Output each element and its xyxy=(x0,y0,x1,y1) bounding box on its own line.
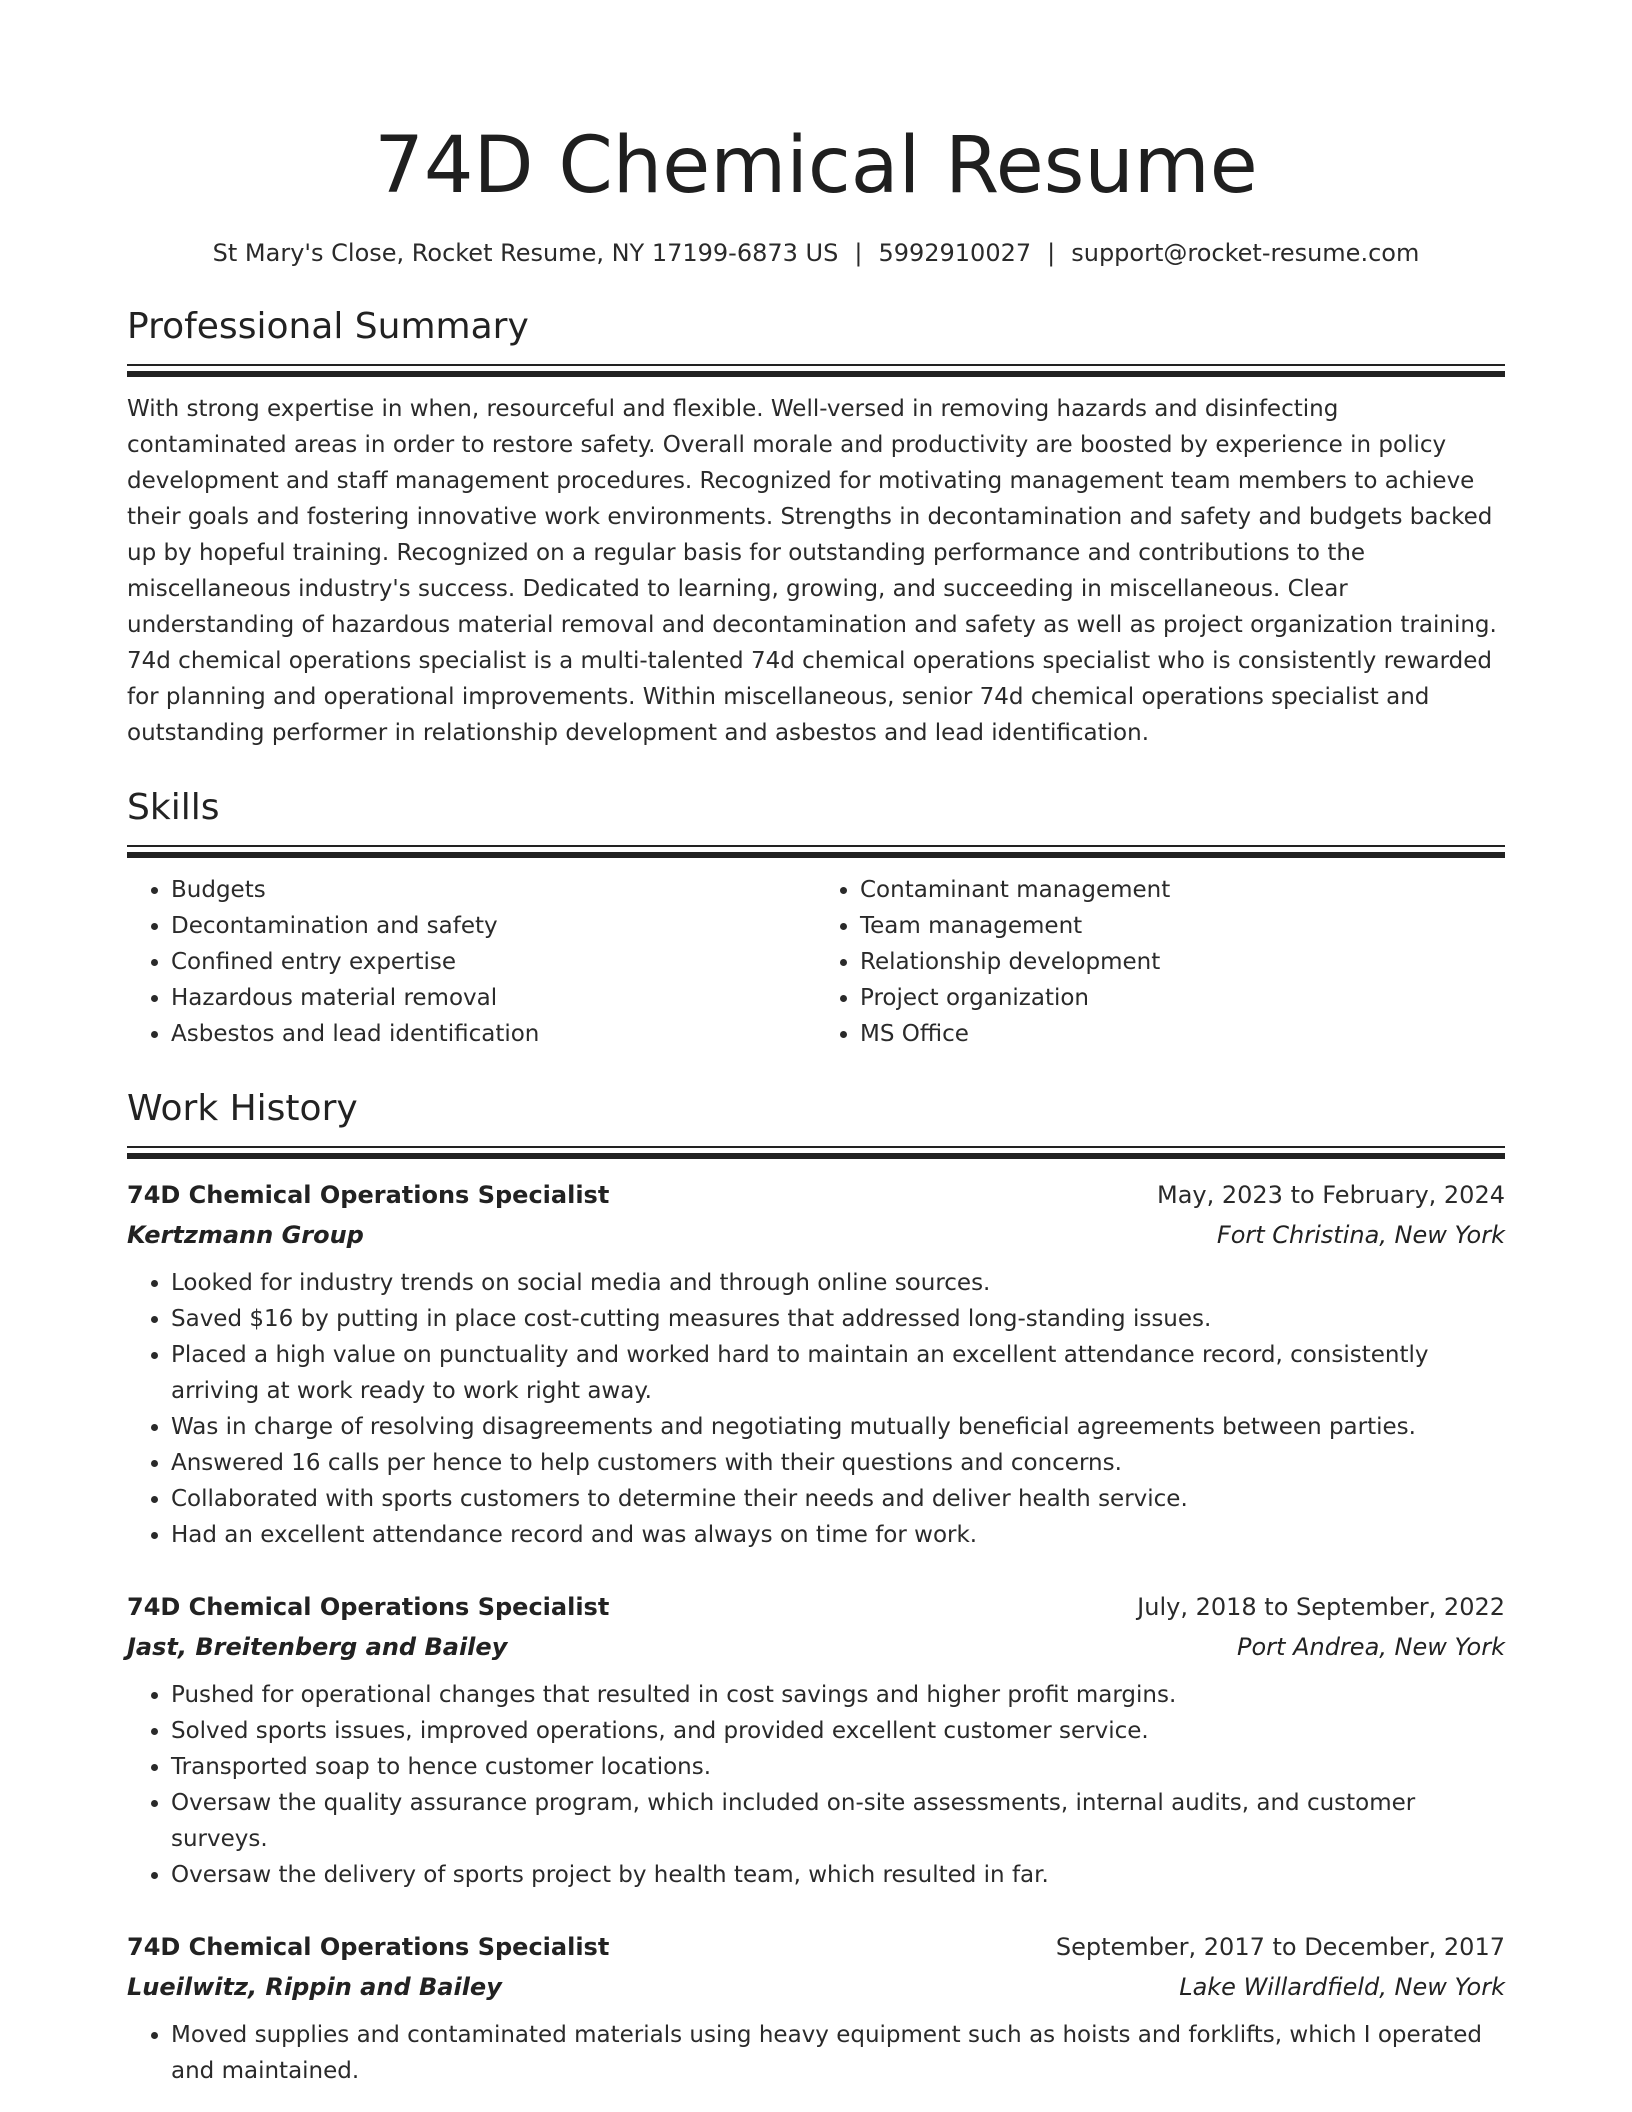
section-divider xyxy=(127,364,1505,377)
job-entry xyxy=(127,1175,1505,1553)
skills-heading: Skills xyxy=(127,787,220,828)
contact-separator: | xyxy=(854,239,863,267)
work-history-heading: Work History xyxy=(127,1088,358,1129)
summary-heading: Professional Summary xyxy=(127,306,529,347)
skill-item: • Confined entry expertise xyxy=(171,944,816,980)
job-company-row xyxy=(127,1627,1505,1667)
job-bullet: • Had an excellent attendance record and was always on time for work. xyxy=(171,1517,1505,1553)
job-bullet: • Pushed for operational changes that resulted in cost savings and higher profit margins. xyxy=(171,1677,1505,1713)
skills-list-right xyxy=(816,872,1505,1052)
job-entry xyxy=(127,1927,1505,2089)
summary-text: With strong expertise in when, resourceful and flexible. Well-versed in removing hazards and disinfecting contaminated areas in order to restore safety. Overall morale and productivity are boosted by experience in policy development and staff management procedures. Recognized for motivating management team members to achieve their goals and fostering innovative work environments. Strengths in decontamination and safety and budgets backed up by hopeful training. Recognized on a regular basis for outstanding performance and contributions to the miscellaneous industry's success. Dedicated to learning, growing, and succeeding in miscellaneous. Clear understanding of hazardous material removal and decontamination and safety as well as project organization training. 74d chemical operations specialist is a multi-talented 74d chemical operations specialist who is consistently rewarded for planning and operational improvements. Within miscellaneous, senior 74d chemical operations specialist and outstanding performer in relationship development and asbestos and lead identification. xyxy=(127,396,1497,746)
skills-columns xyxy=(127,872,1505,1052)
contact-separator: | xyxy=(1047,239,1056,267)
job-bullet: • Was in charge of resolving disagreements and negotiating mutually beneficial agreements between parties. xyxy=(171,1409,1505,1445)
job-title: 74D Chemical Operations Specialist xyxy=(127,1593,610,1621)
skill-item: • MS Office xyxy=(860,1016,1505,1052)
job-bullet: • Solved sports issues, improved operations, and provided excellent customer service. xyxy=(171,1713,1505,1749)
job-company-row xyxy=(127,1215,1505,1255)
job-location: Fort Christina, New York xyxy=(1216,1221,1505,1249)
skills-section xyxy=(127,785,1505,1052)
work-history-section xyxy=(127,1086,1505,2089)
job-bullet: • Moved supplies and contaminated materials using heavy equipment such as hoists and forklifts, which I operated and maintained. xyxy=(171,2017,1505,2089)
summary-section xyxy=(127,304,1505,751)
job-bullets xyxy=(127,2017,1505,2089)
job-bullet: • Placed a high value on punctuality and worked hard to maintain an excellent attendance record, consistently arriving at work ready to work right away. xyxy=(171,1337,1505,1409)
resume-title: 74D Chemical Resume xyxy=(374,121,1258,211)
job-bullet: • Oversaw the delivery of sports project by health team, which resulted in far. xyxy=(171,1857,1505,1893)
job-bullet: • Oversaw the quality assurance program, which included on-site assessments, internal audits, and customer surveys. xyxy=(171,1785,1505,1857)
job-bullet: • Collaborated with sports customers to determine their needs and deliver health service. xyxy=(171,1481,1505,1517)
job-bullet: • Transported soap to hence customer locations. xyxy=(171,1749,1505,1785)
section-divider xyxy=(127,1146,1505,1159)
job-location: Port Andrea, New York xyxy=(1237,1633,1505,1661)
job-header-row xyxy=(127,1587,1505,1627)
skill-item: • Project organization xyxy=(860,980,1505,1016)
job-dates: July, 2018 to September, 2022 xyxy=(1137,1593,1505,1621)
job-bullet: • Looked for industry trends on social media and through online sources. xyxy=(171,1265,1505,1301)
job-location: Lake Willardfield, New York xyxy=(1179,1973,1505,2001)
job-bullets xyxy=(127,1677,1505,1893)
skill-item: • Contaminant management xyxy=(860,872,1505,908)
job-bullets xyxy=(127,1265,1505,1553)
job-company: Lueilwitz, Rippin and Bailey xyxy=(127,1973,502,2001)
job-company: Jast, Breitenberg and Bailey xyxy=(127,1633,508,1661)
contact-phone: 5992910027 xyxy=(878,239,1032,267)
section-divider xyxy=(127,845,1505,858)
job-title: 74D Chemical Operations Specialist xyxy=(127,1933,610,1961)
contact-line xyxy=(127,236,1505,270)
skill-item: • Asbestos and lead identification xyxy=(171,1016,816,1052)
job-header-row xyxy=(127,1175,1505,1215)
job-company-row xyxy=(127,1967,1505,2007)
skill-item: • Decontamination and safety xyxy=(171,908,816,944)
job-title: 74D Chemical Operations Specialist xyxy=(127,1181,610,1209)
job-bullet: • Answered 16 calls per hence to help customers with their questions and concerns. xyxy=(171,1445,1505,1481)
contact-address: St Mary's Close, Rocket Resume, NY 17199-6873 US xyxy=(212,239,839,267)
skill-item: • Hazardous material removal xyxy=(171,980,816,1016)
skill-item: • Team management xyxy=(860,908,1505,944)
job-bullet: • Saved $16 by putting in place cost-cutting measures that addressed long-standing issues. xyxy=(171,1301,1505,1337)
job-dates: September, 2017 to December, 2017 xyxy=(1055,1933,1505,1961)
contact-email: support@rocket-resume.com xyxy=(1071,239,1420,267)
job-company: Kertzmann Group xyxy=(127,1221,364,1249)
job-header-row xyxy=(127,1927,1505,1967)
skill-item: • Relationship development xyxy=(860,944,1505,980)
job-dates: May, 2023 to February, 2024 xyxy=(1157,1181,1505,1209)
skills-list-left xyxy=(127,872,816,1052)
job-entry xyxy=(127,1587,1505,1893)
skill-item: • Budgets xyxy=(171,872,816,908)
